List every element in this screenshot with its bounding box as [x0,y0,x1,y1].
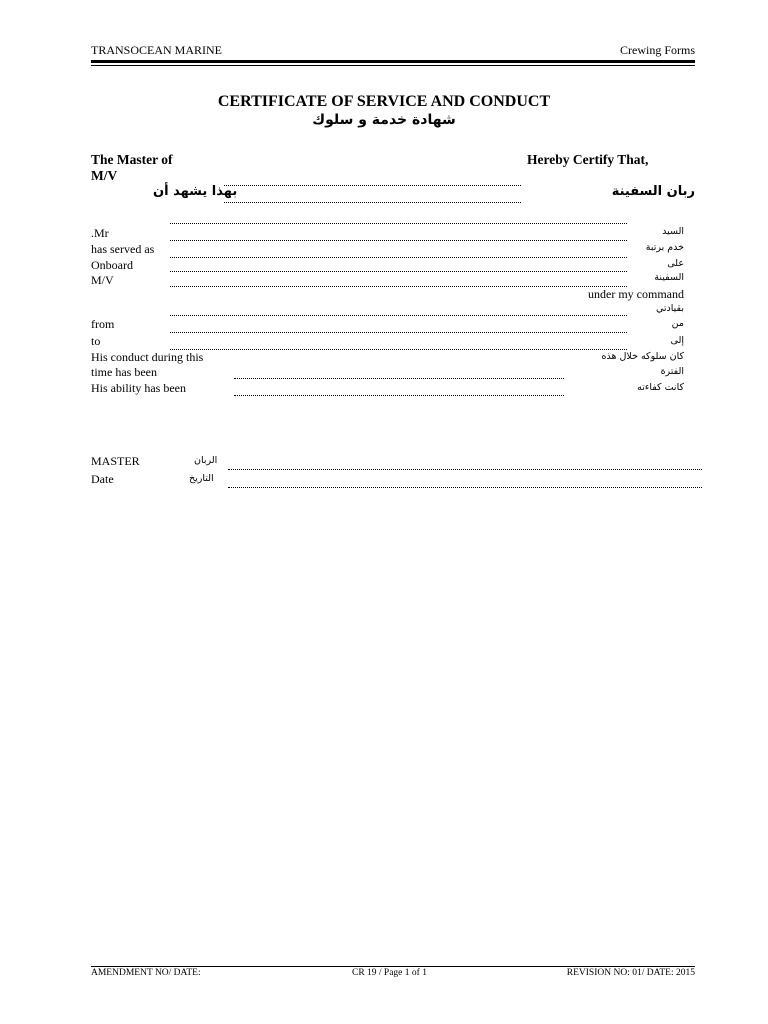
mr-label: .Mr [91,226,109,240]
ability-field[interactable] [234,395,564,396]
under-command-label: under my command [588,287,684,301]
section-name: Crewing Forms [620,43,695,57]
footer-rule [91,966,695,967]
rank-field[interactable] [170,257,627,258]
conduct-label-arabic-1: كان سلوكه خلال هذه [601,351,684,362]
date-field[interactable] [228,487,702,488]
from-label: from [91,317,115,331]
from-label-arabic: من [671,318,684,329]
master-name-field[interactable] [224,202,521,203]
to-label: to [91,334,101,348]
mr-label-arabic: السيد [662,226,684,237]
mv-label: M/V [91,168,118,183]
page-title-arabic: شهادة خدمة و سلوك [312,112,456,128]
page-number: CR 19 / Page 1 of 1 [352,968,427,978]
revision-label: REVISION NO: 01/ DATE: 2015 [566,968,695,978]
amendment-label: AMENDMENT NO/ DATE: [91,968,201,978]
served-as-label-arabic: خدم برتبة [645,242,684,253]
date-label: Date [91,472,114,486]
mv-field-label-arabic: السفينة [654,272,684,283]
company-name: TRANSOCEAN MARINE [91,43,223,57]
vessel-field[interactable] [170,286,627,287]
to-label-arabic: إلى [670,335,684,346]
from-field-2[interactable] [170,332,627,333]
ability-label: His ability has been [91,381,186,395]
master-signature-label-arabic: الربان [194,455,218,466]
master-label-arabic: ربان السفينة [611,184,695,199]
certify-label-arabic: بهذا يشهد أن [153,184,238,199]
certify-label: Hereby Certify That, [527,152,649,167]
onboard-label-arabic: على [667,258,684,269]
master-of-label: The Master of [91,152,173,167]
under-command-label-arabic: بقيادتي [655,303,684,314]
conduct-label-arabic-2: الفترة [660,366,684,377]
conduct-label-1: His conduct during this [91,350,204,364]
to-field[interactable] [170,349,627,350]
from-field-1[interactable] [170,315,627,316]
crew-name-field-1[interactable] [170,223,627,224]
served-as-label: has served as [91,242,155,256]
crew-name-field-2[interactable] [170,240,627,241]
mv-field-label: M/V [91,273,114,287]
master-signature-field[interactable] [228,469,702,470]
conduct-label-2: time has been [91,365,157,379]
onboard-label: Onboard [91,258,133,272]
onboard-field[interactable] [170,271,627,272]
page-title: CERTIFICATE OF SERVICE AND CONDUCT [217,93,551,110]
vessel-name-field[interactable] [224,185,521,186]
header-rule-thin [91,65,695,66]
ability-label-arabic: كانت كفاءته [637,382,684,393]
master-signature-label: MASTER [91,454,140,468]
date-label-arabic: التاريخ [189,473,214,484]
header-rule-thick [91,60,695,63]
conduct-field[interactable] [234,378,564,379]
